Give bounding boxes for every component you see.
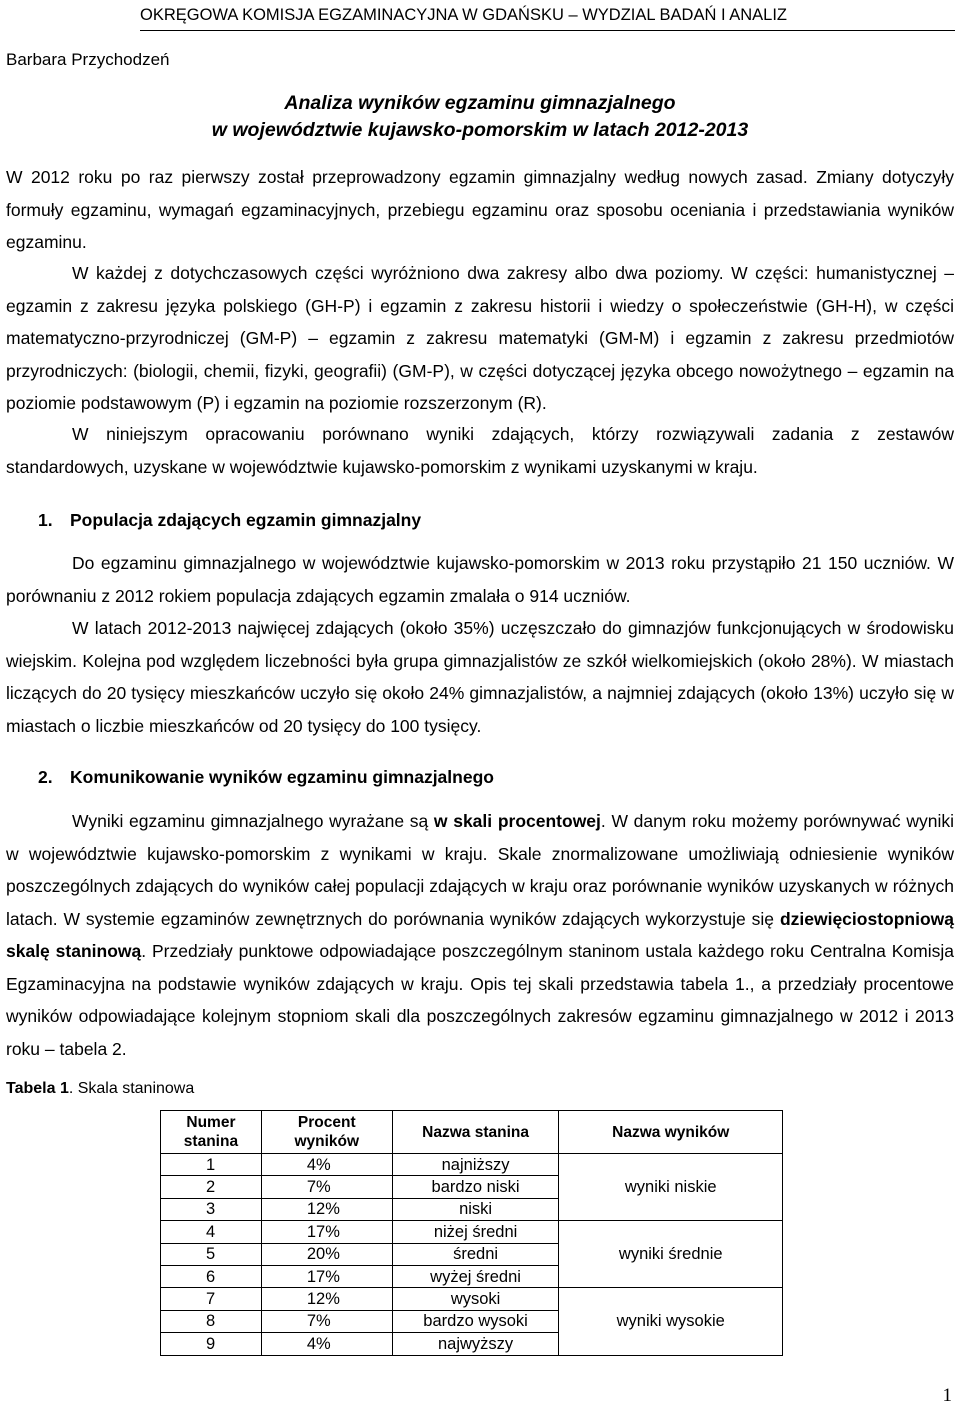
table-row — [161, 1221, 783, 1243]
header-result-name: Nazwa wyników — [559, 1111, 783, 1154]
section-2-text-e: . Przedziały punktowe odpowiadające poszczególnym staninom ustala każdego roku Centralna Komisja Egzaminacyjna na podstawie wyników zdających w kraju. Opis tej skali przedstawia tabela 1., a przedziały procentowe wyników odpowiadające kolejnym stopniom skali dla poszczególnych zakresów egzaminu gimnazjalnego w 2012 i 2013 roku – tabela 2. — [6, 941, 954, 1059]
cell-stanine-name: wysoki — [392, 1288, 559, 1310]
stanine-table — [160, 1110, 783, 1356]
cell-stanine-name: najwyższy — [392, 1333, 559, 1355]
section-1-number: 1. — [38, 510, 53, 530]
section-2-heading — [38, 767, 494, 788]
cell-number: 6 — [161, 1265, 262, 1287]
header-stanine-name: Nazwa stanina — [392, 1111, 559, 1154]
cell-percent: 12% — [261, 1198, 392, 1220]
section-1-title: Populacja zdających egzamin gimnazjalny — [70, 510, 422, 530]
cell-percent: 7% — [261, 1310, 392, 1332]
cell-percent: 17% — [261, 1221, 392, 1243]
cell-stanine-name: bardzo niski — [392, 1176, 559, 1198]
section-2-number: 2. — [38, 767, 53, 787]
cell-number: 2 — [161, 1176, 262, 1198]
cell-percent: 7% — [261, 1176, 392, 1198]
cell-number: 5 — [161, 1243, 262, 1265]
header-stanine-number: Numer stanina — [161, 1111, 262, 1154]
cell-result-group-medium: wyniki średnie — [559, 1221, 783, 1288]
section-2-title: Komunikowanie wyników egzaminu gimnazjalnego — [70, 767, 494, 787]
table-header-row — [161, 1111, 783, 1154]
author-name: Barbara Przychodzeń — [6, 50, 170, 69]
section-1-paragraph-1: Do egzaminu gimnazjalnego w województwie kujawsko-pomorskim w 2013 roku przystąpiło 21 150 uczniów. W porównaniu z 2012 rokiem populacja zdających egzamin zmalała o 914 uczniów. — [6, 553, 954, 606]
cell-number: 1 — [161, 1154, 262, 1176]
cell-number: 7 — [161, 1288, 262, 1310]
section-2-paragraph — [6, 805, 954, 1065]
cell-percent: 4% — [261, 1154, 392, 1176]
section-1-heading — [38, 510, 421, 531]
cell-stanine-name: bardzo wysoki — [392, 1310, 559, 1332]
intro-paragraph-1: W 2012 roku po raz pierwszy został przeprowadzony egzamin gimnazjalny według nowych zasad. Zmiany dotyczyły formuły egzaminu, wymagań egzaminacyjnych, przebiegu egzaminu oraz sposobu oceniania i przedstawiania wyników egzaminu. — [6, 167, 954, 252]
cell-percent: 17% — [261, 1265, 392, 1287]
table-row — [161, 1154, 783, 1176]
table-caption — [6, 1080, 194, 1098]
table-caption-label: Tabela 1 — [6, 1080, 69, 1097]
cell-number: 8 — [161, 1310, 262, 1332]
table-caption-text: . Skala staninowa — [68, 1080, 195, 1097]
cell-stanine-name: niski — [392, 1198, 559, 1220]
cell-stanine-name: wyżej średni — [392, 1265, 559, 1287]
table-row — [161, 1288, 783, 1310]
section-2-text-a: Wyniki egzaminu gimnazjalnego wyrażane są — [72, 811, 434, 831]
cell-number: 4 — [161, 1221, 262, 1243]
section-2-text-c: . W danym roku możemy porównywać wyniki w województwie kujawsko-pomorskim z wynikami w kraju. Skale znormalizowane umożliwiają odniesienie wyników poszczególnych zdających do wyników całej populacji zdających w kraju oraz porównanie wyników uzyskanych w różnych latach. W systemie egzaminów zewnętrznych do porównania wyników zdających wykorzystuje się — [6, 811, 955, 929]
cell-percent: 20% — [261, 1243, 392, 1265]
cell-stanine-name: niżej średni — [392, 1221, 559, 1243]
section-2-emphasis-percent-scale: w skali procentowej — [433, 811, 601, 831]
page-header: OKRĘGOWA KOMISJA EGZAMINACYJNA W GDAŃSKU – WYDZIAL BADAŃ I ANALIZ — [140, 6, 787, 24]
cell-number: 9 — [161, 1333, 262, 1355]
intro-paragraph-2: W każdej z dotychczasowych części wyróżniono dwa zakresy albo dwa poziomy. W części: humanistycznej – egzamin z zakresu języka polskiego (GH-P) i egzamin z zakresu historii i wiedzy o społeczeństwie (GH-H), w części matematyczno-przyrodniczej (GM-P) – egzamin z zakresu matematyki (GM-M) i egzamin z zakresu przedmiotów przyrodniczych: (biologii, chemii, fizyki, geografii) (GM-P), w części dotyczącej języka obcego nowożytnego – egzamin na poziomie podstawowym (P) i egzamin na poziomie rozszerzonym (R). — [6, 263, 954, 413]
cell-percent: 4% — [261, 1333, 392, 1355]
cell-result-group-low: wyniki niskie — [559, 1154, 783, 1221]
cell-stanine-name: najniższy — [392, 1154, 559, 1176]
header-divider — [140, 30, 955, 31]
intro-paragraph-3: W niniejszym opracowaniu porównano wyniki zdających, którzy rozwiązywali zadania z zestawów standardowych, uzyskane w województwie kujawsko-pomorskim z wynikami uzyskanymi w kraju. — [6, 424, 954, 477]
page-number: 1 — [942, 1385, 952, 1406]
cell-stanine-name: średni — [392, 1243, 559, 1265]
cell-number: 3 — [161, 1198, 262, 1220]
section-1-paragraph-2: W latach 2012-2013 najwięcej zdających (około 35%) uczęszczało do gimnazjów funkcjonujących w środowisku wiejskim. Kolejna pod względem liczebności była grupa gimnazjalistów ze szkół wielkomiejskich (około 28%). W miastach liczących do 20 tysięcy mieszkańców uczyło się około 24% gimnazjalistów, a najmniej zdających (około 13%) uczyło się w miastach o liczbie mieszkańców od 20 tysięcy do 100 tysięcy. — [6, 618, 954, 736]
cell-result-group-high: wyniki wysokie — [559, 1288, 783, 1355]
cell-percent: 12% — [261, 1288, 392, 1310]
header-result-percent: Procent wyników — [261, 1111, 392, 1154]
document-title-line-1: Analiza wyników egzaminu gimnazjalnego — [284, 92, 676, 114]
document-title-line-2: w województwie kujawsko-pomorskim w latach 2012-2013 — [211, 119, 749, 141]
section-2-emphasis-stanine-scale: dziewięciostopniową skalę staninową — [6, 908, 954, 961]
